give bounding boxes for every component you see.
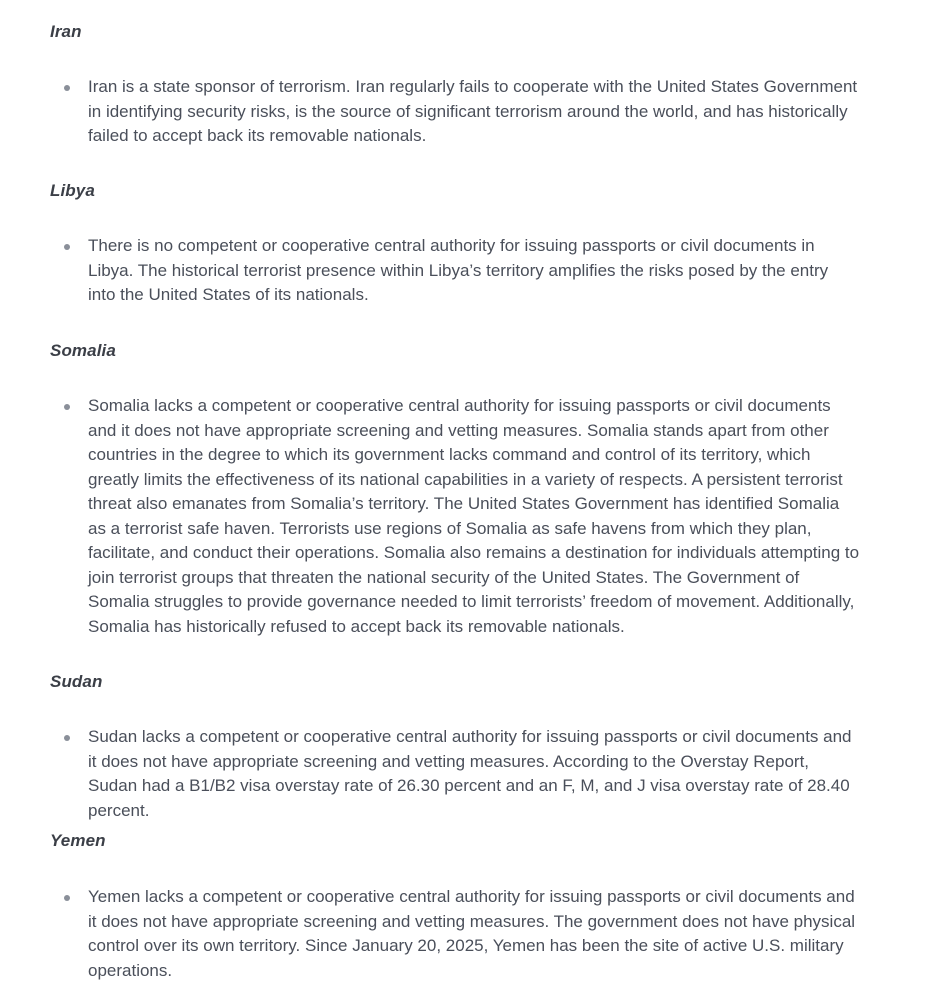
section-list-iran (60, 75, 860, 149)
bullet-icon (64, 244, 70, 250)
list-item (60, 234, 860, 308)
bullet-icon (64, 404, 70, 410)
list-item (60, 725, 860, 823)
paragraph-iran: Iran is a state sponsor of terrorism. Iran regularly fails to cooperate with the United States Government in identifying security risks, is the source of significant terrorism around the world, and has historically failed to accept back its removable nationals. (88, 77, 858, 145)
section-title-libya: Libya (50, 181, 95, 200)
section-list-sudan (60, 725, 860, 823)
list-item (60, 885, 860, 983)
section-list-somalia (60, 394, 860, 639)
list-item (60, 394, 860, 639)
bullet-icon (64, 85, 70, 91)
bullet-icon (64, 735, 70, 741)
section-title-iran: Iran (50, 22, 82, 41)
paragraph-sudan: Sudan lacks a competent or cooperative central authority for issuing passports or civil documents and it does not have appropriate screening and vetting measures. According to the Overstay Report, Sudan had a B1/B2 visa overstay rate of 26.30 percent and an F, M, and J visa overstay rate of 28.40 percent. (88, 727, 852, 820)
section-title-sudan: Sudan (50, 672, 103, 691)
section-title-somalia: Somalia (50, 341, 116, 360)
paragraph-somalia: Somalia lacks a competent or cooperative central authority for issuing passports or civil documents and it does not have appropriate screening and vetting measures. Somalia stands apart from other countries in the degree to which its government lacks command and control of its territory, which greatly limits the effectiveness of its national capabilities in a variety of respects. A persistent terrorist threat also emanates from Somalia’s territory. The United States Government has identified Somalia as a terrorist safe haven. Terrorists use regions of Somalia as safe havens from which they plan, facilitate, and conduct their operations. Somalia also remains a destination for individuals attempting to join terrorist groups that threaten the national security of the United States. The Government of Somalia struggles to provide governance needed to limit terrorists’ freedom of movement. Additionally, Somalia has historically refused to accept back its removable nationals. (88, 396, 860, 636)
section-list-libya (60, 234, 860, 308)
section-list-yemen (60, 885, 860, 983)
paragraph-yemen: Yemen lacks a competent or cooperative central authority for issuing passports or civil documents and it does not have appropriate screening and vetting measures. The government does not have physical control over its own territory. Since January 20, 2025, Yemen has been the site of active U.S. military operations. (88, 887, 856, 980)
section-title-yemen: Yemen (50, 831, 106, 850)
paragraph-libya: There is no competent or cooperative central authority for issuing passports or civil documents in Libya. The historical terrorist presence within Libya’s territory amplifies the risks posed by the entry into the United States of its nationals. (88, 236, 829, 304)
list-item (60, 75, 860, 149)
bullet-icon (64, 895, 70, 901)
